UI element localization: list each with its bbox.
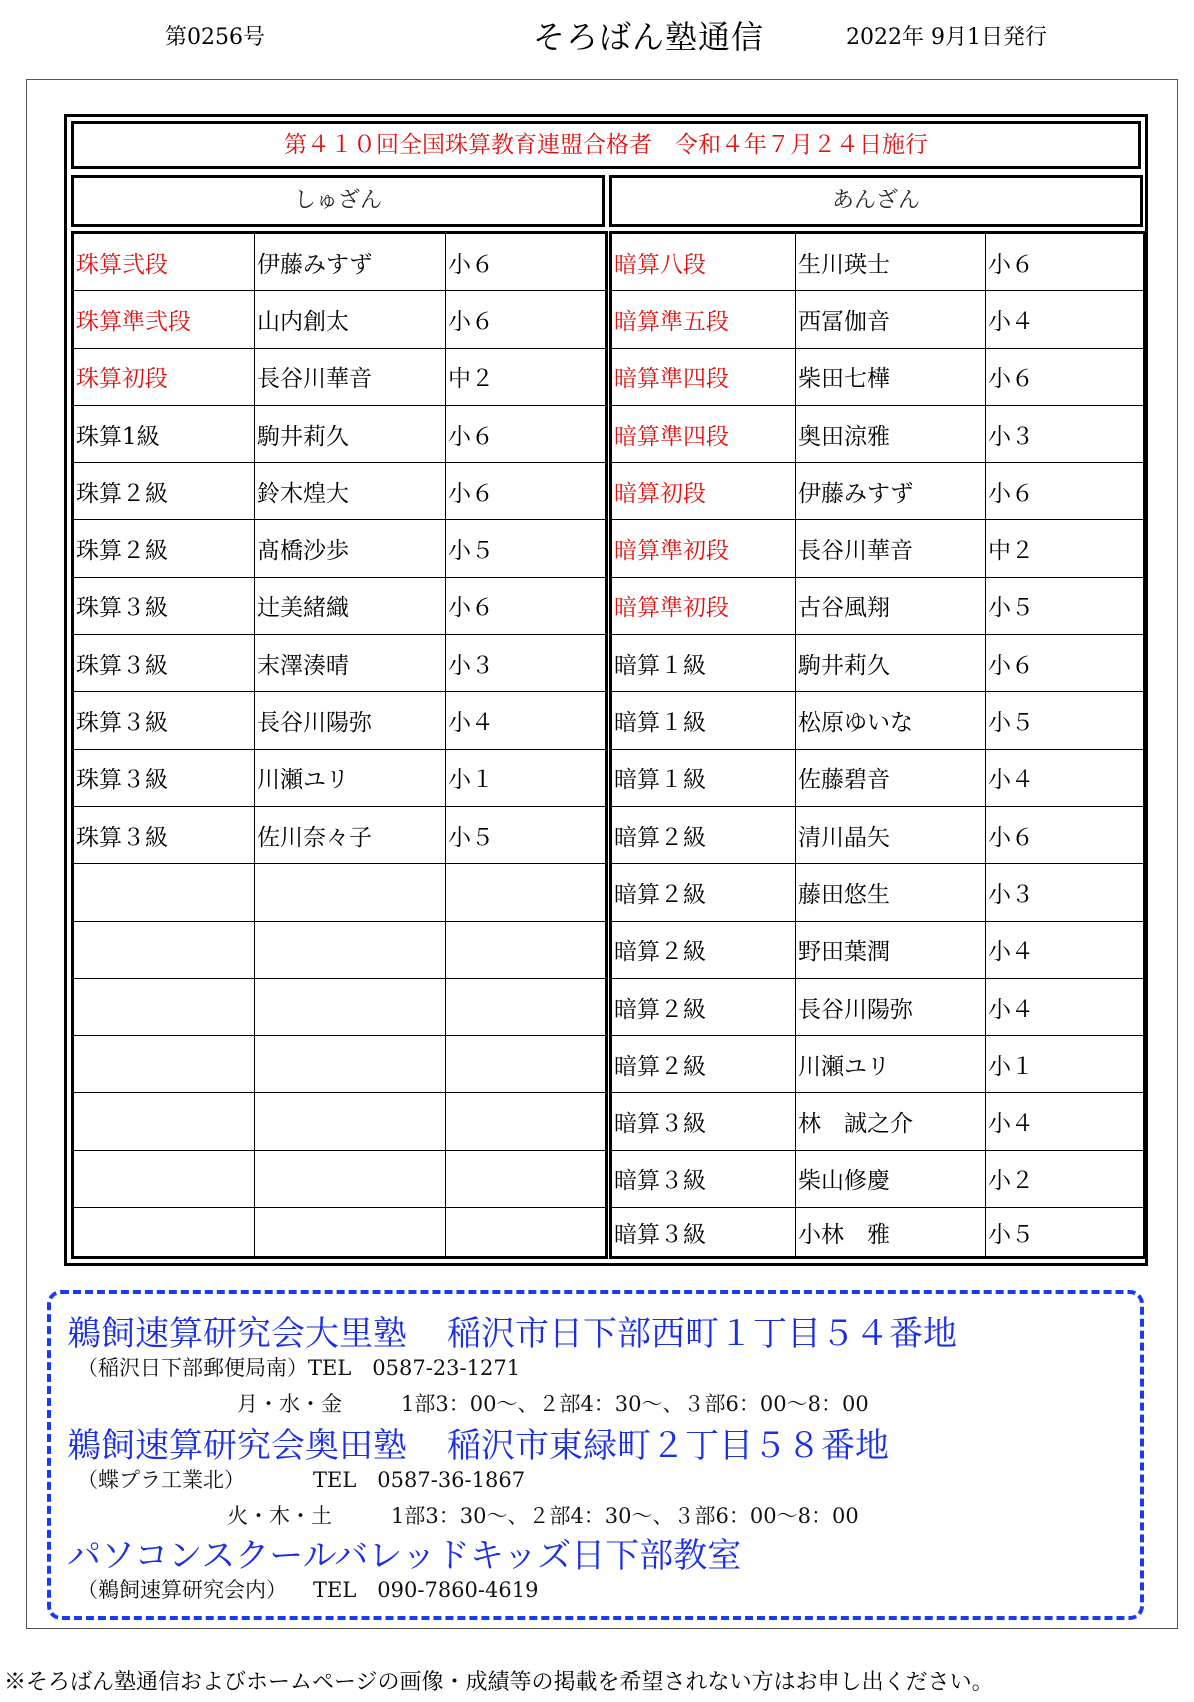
shuzan-row (73, 921, 607, 978)
anzan-grade: 暗算準初段 (611, 577, 796, 634)
newsletter-title: そろばん塾通信 (533, 18, 765, 56)
school1-hours: 1部3：00〜、２部4：30〜、３部6：00〜8：00 (401, 1392, 869, 1416)
shuzan-grade: 珠算準弐段 (73, 291, 255, 348)
school3-location: （鵜飼速算研究会内） (77, 1578, 287, 1602)
anzan-grade: 暗算３級 (611, 1208, 796, 1258)
anzan-school-year: 小３ (986, 864, 1145, 921)
anzan-grade: 暗算２級 (611, 864, 796, 921)
shuzan-school-year: 小６ (446, 291, 607, 348)
shuzan-school-year: 中２ (446, 348, 607, 405)
shuzan-row (73, 1036, 607, 1093)
anzan-row (611, 864, 1145, 921)
shuzan-school-year: 小６ (446, 577, 607, 634)
school1-address: 稲沢市日下部西町１丁目５４番地 (447, 1314, 957, 1354)
anzan-name: 西冨伽音 (796, 291, 986, 348)
anzan-name: 奥田涼雅 (796, 405, 986, 462)
anzan-school-year: 小６ (986, 463, 1145, 520)
anzan-school-year: 小４ (986, 291, 1145, 348)
anzan-row (611, 1093, 1145, 1150)
shuzan-name (255, 1208, 446, 1258)
shuzan-name (255, 864, 446, 921)
issue-number: 第0256号 (165, 25, 265, 50)
shuzan-row (73, 806, 607, 863)
anzan-name: 伊藤みすず (796, 463, 986, 520)
shuzan-row (73, 1093, 607, 1150)
anzan-row (611, 635, 1145, 692)
anzan-row (611, 1208, 1145, 1258)
anzan-name: 林 誠之介 (796, 1093, 986, 1150)
shuzan-name (255, 978, 446, 1035)
anzan-school-year: 小６ (986, 806, 1145, 863)
anzan-school-year: 小５ (986, 692, 1145, 749)
shuzan-row (73, 692, 607, 749)
anzan-row (611, 749, 1145, 806)
anzan-row (611, 463, 1145, 520)
shuzan-grade: 珠算３級 (73, 692, 255, 749)
anzan-school-year: 小４ (986, 1093, 1145, 1150)
shuzan-school-year: 小３ (446, 635, 607, 692)
anzan-name: 松原ゆいな (796, 692, 986, 749)
school2-name: 鵜飼速算研究会奥田塾 (67, 1426, 407, 1466)
shuzan-name: 川瀬ユリ (255, 749, 446, 806)
anzan-header: あんざん (609, 175, 1143, 227)
school2-address: 稲沢市東緑町２丁目５８番地 (447, 1426, 889, 1466)
anzan-school-year: 小５ (986, 1208, 1145, 1258)
results-table (64, 114, 1148, 1266)
shuzan-grade (73, 921, 255, 978)
anzan-school-year: 小５ (986, 577, 1145, 634)
shuzan-name: 長谷川華音 (255, 348, 446, 405)
school2-hours: 1部3：30〜、２部4：30〜、３部6：00〜8：00 (391, 1504, 859, 1528)
shuzan-row (73, 978, 607, 1035)
shuzan-row (73, 635, 607, 692)
shuzan-grade: 珠算３級 (73, 749, 255, 806)
anzan-name: 古谷風翔 (796, 577, 986, 634)
anzan-name: 川瀬ユリ (796, 1036, 986, 1093)
shuzan-name: 髙橋沙歩 (255, 520, 446, 577)
shuzan-header: しゅざん (71, 175, 605, 227)
school2-days: 火・木・土 (227, 1504, 332, 1528)
anzan-school-year: 小６ (986, 348, 1145, 405)
shuzan-school-year: 小６ (446, 233, 607, 291)
anzan-row (611, 405, 1145, 462)
anzan-row (611, 978, 1145, 1035)
issue-date: 2022年 9月1日発行 (846, 25, 1047, 50)
anzan-row (611, 520, 1145, 577)
shuzan-grade: 珠算３級 (73, 577, 255, 634)
anzan-school-year: 小４ (986, 978, 1145, 1035)
shuzan-name: 佐川奈々子 (255, 806, 446, 863)
shuzan-school-year (446, 921, 607, 978)
anzan-school-year: 小２ (986, 1150, 1145, 1207)
anzan-grade: 暗算準初段 (611, 520, 796, 577)
shuzan-row (73, 291, 607, 348)
shuzan-name: 長谷川陽弥 (255, 692, 446, 749)
anzan-school-year: 小４ (986, 921, 1145, 978)
anzan-name: 柴山修慶 (796, 1150, 986, 1207)
school3-tel: TEL 090-7860-4619 (313, 1578, 539, 1602)
anzan-name: 清川晶矢 (796, 806, 986, 863)
anzan-name: 長谷川華音 (796, 520, 986, 577)
school2-tel: TEL 0587-36-1867 (313, 1468, 526, 1492)
anzan-row (611, 233, 1145, 291)
anzan-table (609, 231, 1146, 1259)
shuzan-name (255, 1093, 446, 1150)
shuzan-school-year: 小５ (446, 806, 607, 863)
shuzan-school-year: 小６ (446, 405, 607, 462)
anzan-school-year: 小４ (986, 749, 1145, 806)
anzan-name: 駒井莉久 (796, 635, 986, 692)
shuzan-school-year (446, 1208, 607, 1258)
shuzan-school-year (446, 978, 607, 1035)
shuzan-row (73, 577, 607, 634)
shuzan-school-year: 小６ (446, 463, 607, 520)
anzan-grade: 暗算１級 (611, 749, 796, 806)
shuzan-grade: 珠算３級 (73, 806, 255, 863)
shuzan-school-year (446, 864, 607, 921)
anzan-grade: 暗算１級 (611, 692, 796, 749)
shuzan-row (73, 348, 607, 405)
anzan-grade: 暗算初段 (611, 463, 796, 520)
anzan-name: 生川瑛士 (796, 233, 986, 291)
shuzan-grade (73, 1036, 255, 1093)
anzan-name: 藤田悠生 (796, 864, 986, 921)
anzan-row (611, 921, 1145, 978)
shuzan-school-year: 小４ (446, 692, 607, 749)
shuzan-name: 辻美緒織 (255, 577, 446, 634)
anzan-name: 長谷川陽弥 (796, 978, 986, 1035)
anzan-grade: 暗算準四段 (611, 405, 796, 462)
school1-contact: （稲沢日下部郵便局南）TEL 0587-23-1271 (77, 1356, 521, 1380)
shuzan-row (73, 749, 607, 806)
shuzan-grade: 珠算２級 (73, 463, 255, 520)
shuzan-grade: 珠算３級 (73, 635, 255, 692)
shuzan-name (255, 921, 446, 978)
shuzan-grade (73, 1093, 255, 1150)
shuzan-row (73, 520, 607, 577)
anzan-row (611, 806, 1145, 863)
shuzan-grade (73, 864, 255, 921)
shuzan-name: 鈴木煌大 (255, 463, 446, 520)
shuzan-row (73, 463, 607, 520)
school1-name: 鵜飼速算研究会大里塾 (67, 1314, 407, 1354)
shuzan-grade (73, 978, 255, 1035)
shuzan-school-year (446, 1093, 607, 1150)
shuzan-grade: 珠算弐段 (73, 233, 255, 291)
shuzan-name: 末澤湊晴 (255, 635, 446, 692)
shuzan-school-year (446, 1150, 607, 1207)
shuzan-row (73, 864, 607, 921)
anzan-school-year: 小６ (986, 233, 1145, 291)
anzan-school-year: 小１ (986, 1036, 1145, 1093)
anzan-name: 小林 雅 (796, 1208, 986, 1258)
anzan-row (611, 692, 1145, 749)
anzan-row (611, 348, 1145, 405)
school-info-box (47, 1290, 1144, 1620)
anzan-row (611, 1150, 1145, 1207)
shuzan-name (255, 1036, 446, 1093)
anzan-grade: 暗算２級 (611, 978, 796, 1035)
shuzan-table (71, 231, 608, 1259)
shuzan-name: 山内創太 (255, 291, 446, 348)
shuzan-grade (73, 1208, 255, 1258)
anzan-name: 佐藤碧音 (796, 749, 986, 806)
anzan-school-year: 小３ (986, 405, 1145, 462)
school3-name: パソコンスクールバレッドキッズ日下部教室 (67, 1536, 742, 1576)
shuzan-name: 伊藤みすず (255, 233, 446, 291)
anzan-name: 野田葉潤 (796, 921, 986, 978)
anzan-school-year: 小６ (986, 635, 1145, 692)
anzan-grade: 暗算八段 (611, 233, 796, 291)
anzan-grade: 暗算準五段 (611, 291, 796, 348)
anzan-grade: 暗算準四段 (611, 348, 796, 405)
privacy-note: ※そろばん塾通信およびホームページの画像・成績等の掲載を希望されない方はお申し出ください。 (4, 1670, 994, 1695)
anzan-row (611, 1036, 1145, 1093)
anzan-row (611, 577, 1145, 634)
shuzan-school-year: 小５ (446, 520, 607, 577)
anzan-name: 柴田七樺 (796, 348, 986, 405)
shuzan-name (255, 1150, 446, 1207)
anzan-grade: 暗算２級 (611, 806, 796, 863)
shuzan-grade: 珠算初段 (73, 348, 255, 405)
shuzan-row (73, 405, 607, 462)
school1-days: 月・水・金 (237, 1392, 342, 1416)
shuzan-grade: 珠算1級 (73, 405, 255, 462)
shuzan-grade: 珠算２級 (73, 520, 255, 577)
table-title: 第４１０回全国珠算教育連盟合格者 令和４年７月２４日施行 (71, 121, 1141, 169)
anzan-grade: 暗算２級 (611, 921, 796, 978)
shuzan-school-year (446, 1036, 607, 1093)
shuzan-school-year: 小１ (446, 749, 607, 806)
anzan-grade: 暗算３級 (611, 1150, 796, 1207)
anzan-row (611, 291, 1145, 348)
shuzan-row (73, 1150, 607, 1207)
anzan-grade: 暗算１級 (611, 635, 796, 692)
shuzan-row (73, 1208, 607, 1258)
anzan-school-year: 中２ (986, 520, 1145, 577)
school2-location: （蝶プラ工業北） (77, 1468, 245, 1492)
shuzan-row (73, 233, 607, 291)
anzan-grade: 暗算３級 (611, 1093, 796, 1150)
shuzan-name: 駒井莉久 (255, 405, 446, 462)
shuzan-grade (73, 1150, 255, 1207)
anzan-grade: 暗算２級 (611, 1036, 796, 1093)
